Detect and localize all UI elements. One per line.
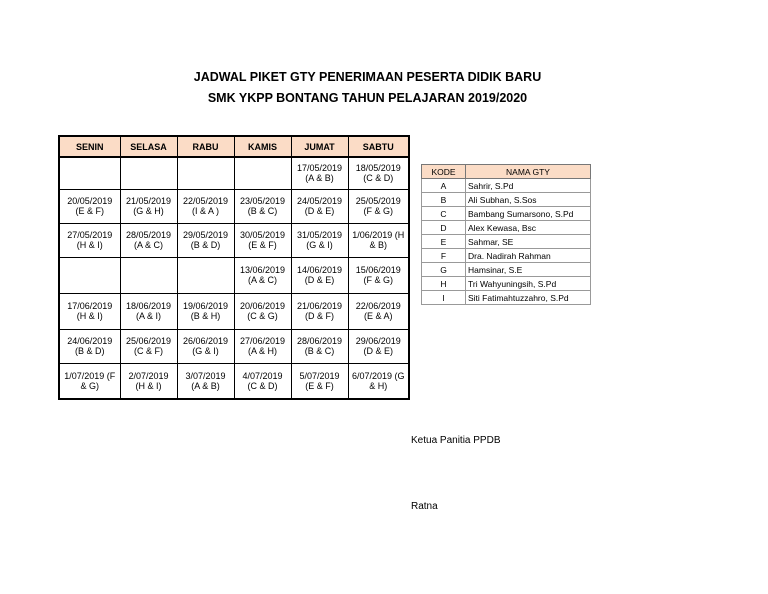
header-rabu: RABU [177, 136, 234, 157]
cell-group: (H & I) [76, 311, 103, 321]
cell-group: (B & C) [247, 206, 278, 216]
kode-row [422, 179, 591, 193]
schedule-cell [177, 157, 234, 189]
cell-date: 26/06/2019 [182, 336, 229, 346]
nama-gty-cell: Sahmar, SE [466, 235, 591, 249]
header-jumat: JUMAT [291, 136, 348, 157]
cell-group: (E & F) [75, 206, 104, 216]
schedule-cell [234, 189, 291, 223]
cell-group: (A & H) [247, 346, 277, 356]
cell-group: (D & E) [363, 346, 393, 356]
cell-date: 5/07/2019 [299, 370, 340, 381]
cell-group: (A & C) [133, 240, 163, 250]
schedule-table [58, 135, 410, 400]
cell-date: 29/06/2019 [355, 336, 401, 346]
schedule-cell [177, 223, 234, 257]
cell-date: 20/05/2019 [67, 196, 113, 206]
cell-group: & G) [80, 380, 99, 391]
cell-date: 31/05/2019 [296, 230, 343, 240]
schedule-cell [348, 157, 409, 189]
cell-group: (B & D) [74, 346, 105, 356]
schedule-cell [291, 329, 348, 363]
cell-group: (B & H) [190, 311, 221, 321]
schedule-cell [59, 189, 120, 223]
schedule-cell [234, 223, 291, 257]
cell-date: 25/06/2019 [125, 336, 172, 346]
cell-group: (H & I) [135, 380, 162, 391]
cell-group: (G & I) [192, 346, 219, 356]
schedule-cell [59, 157, 120, 189]
kode-table [421, 164, 591, 305]
cell-group: (I & A ) [191, 206, 219, 216]
kode-row [422, 221, 591, 235]
schedule-cell [234, 257, 291, 293]
cell-date: 30/05/2019 [239, 230, 286, 240]
cell-group: (C & F) [134, 346, 163, 356]
nama-gty-cell: Sahrir, S.Pd [466, 179, 591, 193]
cell-group: (H & I) [76, 240, 103, 250]
schedule-cell [234, 157, 291, 189]
kode-row [422, 235, 591, 249]
nama-gty-cell: Hamsinar, S.E [466, 263, 591, 277]
cell-group: (F & G) [363, 206, 393, 216]
schedule-cell [120, 157, 177, 189]
cell-date: 13/06/2019 [239, 265, 286, 275]
schedule-cell [59, 329, 120, 363]
header-kode: KODE [422, 165, 466, 179]
signature-role: Ketua Panitia PPDB [411, 435, 501, 446]
schedule-cell [120, 293, 177, 329]
schedule-cell [120, 223, 177, 257]
nama-gty-cell: Siti Fatimahtuzzahro, S.Pd [466, 291, 591, 305]
kode-row [422, 291, 591, 305]
schedule-cell [177, 189, 234, 223]
cell-group: (C & G) [247, 311, 278, 321]
cell-date: 21/06/2019 [296, 301, 343, 311]
schedule-cell [348, 189, 409, 223]
cell-date: 19/06/2019 [182, 301, 229, 311]
header-senin: SENIN [59, 136, 120, 157]
cell-date: 28/06/2019 [296, 336, 343, 346]
cell-date: 24/06/2019 [67, 336, 113, 346]
header-nama-gty: NAMA GTY [466, 165, 591, 179]
cell-group: & H) [369, 380, 388, 391]
schedule-cell [348, 363, 409, 399]
schedule-cell [291, 157, 348, 189]
cell-group: (A & B) [305, 173, 334, 184]
schedule-cell [291, 223, 348, 257]
header-selasa: SELASA [120, 136, 177, 157]
kode-cell: G [422, 263, 466, 277]
cell-date: 17/06/2019 [67, 301, 113, 311]
schedule-cell [59, 363, 120, 399]
schedule-cell [59, 293, 120, 329]
nama-gty-cell: Tri Wahyuningsih, S.Pd [466, 277, 591, 291]
schedule-row [59, 363, 409, 399]
cell-group: (A & I) [135, 311, 161, 321]
kode-row [422, 263, 591, 277]
schedule-cell [291, 293, 348, 329]
schedule-row [59, 329, 409, 363]
cell-group: (E & F) [248, 240, 277, 250]
nama-gty-cell: Alex Kewasa, Bsc [466, 221, 591, 235]
header-kamis: KAMIS [234, 136, 291, 157]
kode-header-row [422, 165, 591, 179]
schedule-cell [348, 293, 409, 329]
schedule-cell [59, 257, 120, 293]
cell-group: (E & A) [363, 311, 393, 321]
schedule-cell [177, 293, 234, 329]
page-title-line1: JADWAL PIKET GTY PENERIMAAN PESERTA DIDIK BARU [193, 70, 542, 84]
kode-cell: I [422, 291, 466, 305]
cell-group: (D & E) [304, 206, 335, 216]
kode-cell: A [422, 179, 466, 193]
schedule-cell [120, 329, 177, 363]
cell-date: 25/05/2019 [355, 196, 401, 206]
cell-group: (B & D) [190, 240, 221, 250]
schedule-cell [234, 293, 291, 329]
cell-date: 2/07/2019 [128, 370, 169, 381]
cell-group: (A & B) [191, 380, 220, 391]
header-sabtu: SABTU [348, 136, 409, 157]
kode-cell: C [422, 207, 466, 221]
cell-date: 6/07/2019 (G [351, 370, 405, 381]
schedule-cell [291, 257, 348, 293]
cell-group: (G & I) [306, 240, 333, 250]
cell-date: 1/06/2019 (H [352, 230, 405, 240]
nama-gty-cell: Bambang Sumarsono, S.Pd [466, 207, 591, 221]
cell-group: (E & F) [305, 380, 334, 391]
cell-date: 29/05/2019 [182, 230, 229, 240]
cell-date: 22/06/2019 [355, 301, 401, 311]
kode-cell: F [422, 249, 466, 263]
schedule-cell [59, 223, 120, 257]
cell-group: (C & D) [247, 380, 278, 391]
schedule-cell [348, 223, 409, 257]
cell-date: 18/06/2019 [125, 301, 172, 311]
kode-row [422, 249, 591, 263]
cell-date: 28/05/2019 [125, 230, 172, 240]
cell-date: 14/06/2019 [296, 265, 343, 275]
kode-cell: E [422, 235, 466, 249]
kode-row [422, 277, 591, 291]
cell-group: (G & H) [133, 206, 164, 216]
cell-date: 27/06/2019 [239, 336, 286, 346]
nama-gty-cell: Ali Subhan, S.Sos [466, 193, 591, 207]
cell-date: 15/06/2019 [355, 265, 401, 275]
cell-group: (A & C) [247, 275, 277, 285]
cell-date: 23/05/2019 [239, 196, 286, 206]
cell-date: 21/05/2019 [125, 196, 172, 206]
cell-date: 18/05/2019 [355, 163, 401, 174]
cell-date: 1/07/2019 (F [64, 370, 116, 381]
schedule-cell [120, 189, 177, 223]
schedule-cell [348, 329, 409, 363]
kode-row [422, 207, 591, 221]
schedule-cell [291, 363, 348, 399]
cell-date: 20/06/2019 [239, 301, 286, 311]
schedule-row [59, 189, 409, 223]
kode-cell: H [422, 277, 466, 291]
cell-date: 27/05/2019 [67, 230, 113, 240]
schedule-cell [234, 363, 291, 399]
schedule-row [59, 223, 409, 257]
schedule-cell [120, 257, 177, 293]
schedule-cell [177, 363, 234, 399]
cell-group: (C & D) [363, 173, 394, 184]
nama-gty-cell: Dra. Nadirah Rahman [466, 249, 591, 263]
cell-date: 3/07/2019 [185, 370, 226, 381]
kode-cell: B [422, 193, 466, 207]
kode-cell: D [422, 221, 466, 235]
schedule-row [59, 157, 409, 189]
cell-date: 24/05/2019 [296, 196, 343, 206]
schedule-cell [177, 329, 234, 363]
schedule-cell [177, 257, 234, 293]
schedule-cell [291, 189, 348, 223]
schedule-cell [234, 329, 291, 363]
page-title-line2: SMK YKPP BONTANG TAHUN PELAJARAN 2019/2020 [207, 91, 528, 105]
schedule-row [59, 293, 409, 329]
cell-group: (B & C) [304, 346, 335, 356]
cell-group: (D & F) [305, 311, 334, 321]
cell-date: 17/05/2019 [296, 163, 343, 174]
schedule-header-row [59, 136, 409, 157]
cell-group: (D & E) [304, 275, 335, 285]
schedule-cell [120, 363, 177, 399]
cell-group: & B) [369, 240, 387, 250]
cell-group: (F & G) [363, 275, 393, 285]
schedule-cell [348, 257, 409, 293]
cell-date: 4/07/2019 [242, 370, 283, 381]
cell-date: 22/05/2019 [182, 196, 229, 206]
signature-name: Ratna [411, 501, 438, 512]
schedule-row [59, 257, 409, 293]
kode-row [422, 193, 591, 207]
